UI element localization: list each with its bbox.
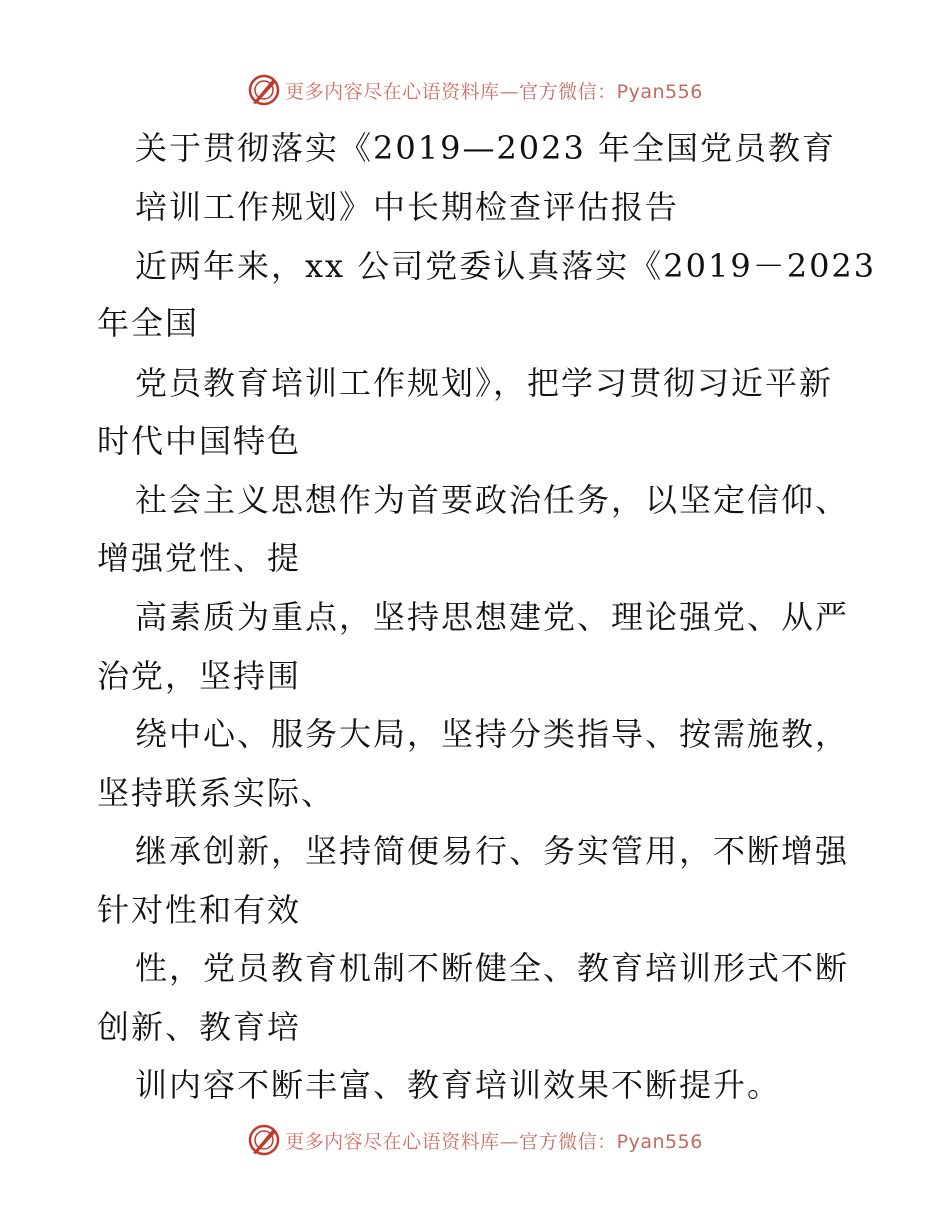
watermark-text [285,1127,703,1154]
text-line: 治党，坚持围 [97,657,302,695]
text-line: 训内容不断丰富、教育培训效果不断提升。 [135,1066,782,1104]
text-line: 绕中心、服务大局，坚持分类指导、按需施教， [135,715,850,753]
text-line: 创新、教育培 [97,1008,302,1046]
watermark-separator: — [499,1130,520,1153]
quill-logo-icon [247,1123,281,1157]
text-line: 社会主义思想作为首要政治任务，以坚定信仰、 [135,481,850,519]
text-line: 近两年来，xx 公司党委认真落实《2019－2023 [135,247,877,285]
text-line: 坚持联系实际、 [97,774,336,812]
text-line: 继承创新，坚持简便易行、务实管用，不断增强 [135,832,850,870]
title-line-2: 培训工作规划》中长期检查评估报告 [135,188,680,226]
text-line: 时代中国特色 [97,422,302,460]
text-line: 党员教育培训工作规划》，把学习贯彻习近平新 [135,364,834,402]
quill-logo-icon [247,73,281,107]
watermark-brand: 更多内容尽在心语资料库 [285,1130,500,1153]
watermark-contact: 官方微信：Pyan556 [519,1130,703,1153]
text-line: 年全国 [97,304,200,342]
text-line: 高素质为重点，坚持思想建党、理论强党、从严 [135,598,850,636]
text-line: 增强党性、提 [97,539,302,577]
text-line: 针对性和有效 [97,891,302,929]
watermark-brand: 更多内容尽在心语资料库 [285,80,500,103]
watermark-contact: 官方微信：Pyan556 [519,80,703,103]
footer-watermark [0,1120,950,1160]
header-watermark [0,70,950,110]
title-line-1: 关于贯彻落实《2019—2023 年全国党员教育 [135,129,837,167]
watermark-text [285,77,703,104]
watermark-separator: — [499,80,520,103]
text-line: 性，党员教育机制不断健全、教育培训形式不断 [135,949,850,987]
